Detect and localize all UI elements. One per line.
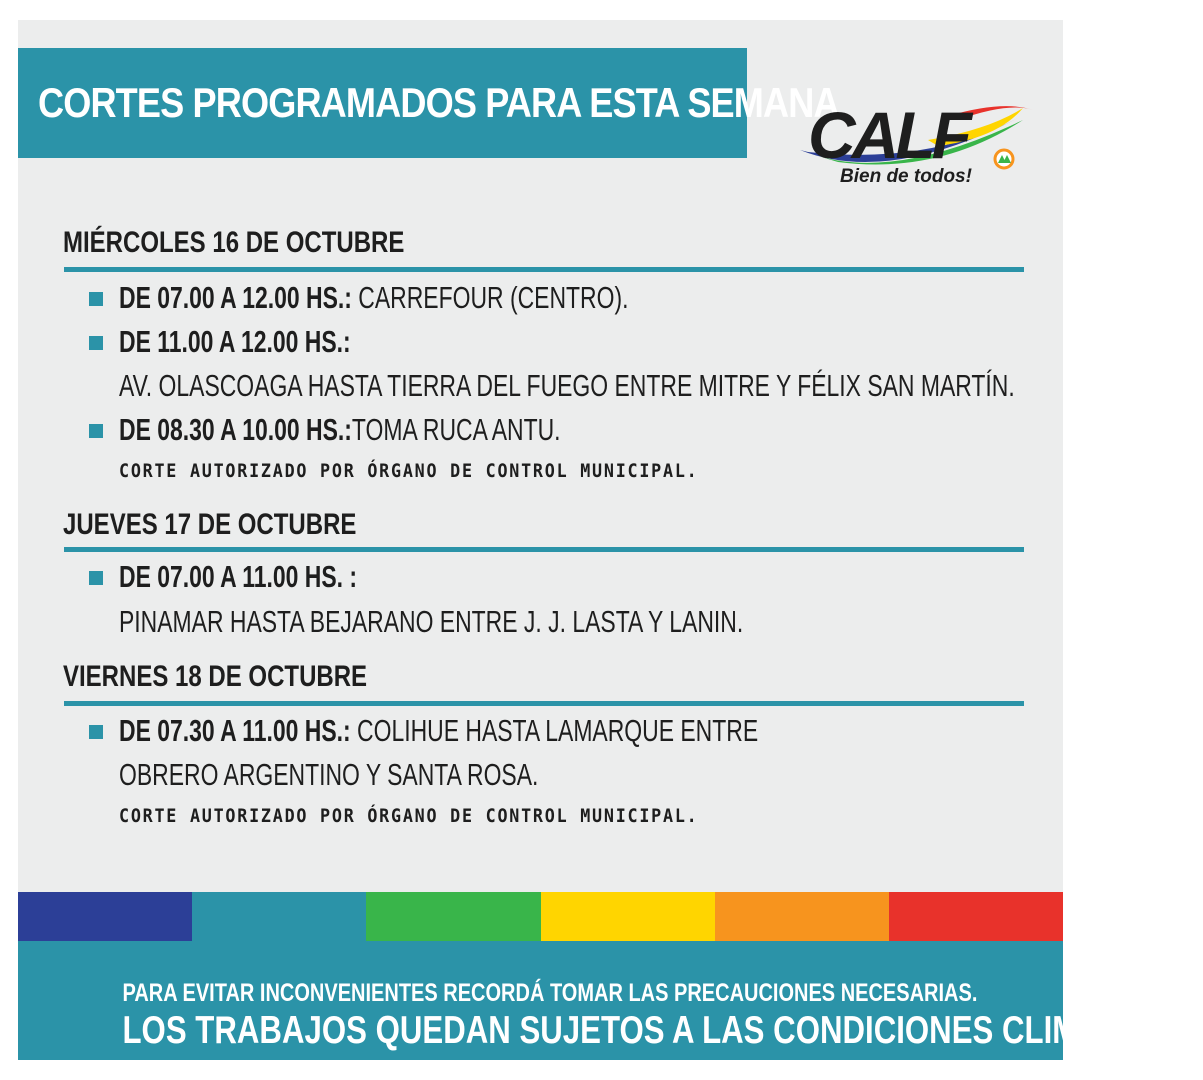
stripe [715, 892, 889, 941]
schedule-item [119, 559, 357, 595]
divider [64, 701, 1024, 706]
location-text: TOMA RUCA ANTU. [351, 412, 561, 447]
bullet-icon [89, 424, 103, 438]
day-title: JUEVES 17 DE OCTUBRE [63, 508, 357, 541]
location-text: COLIHUE HASTA LAMARQUE ENTRE [350, 713, 759, 748]
stripe [889, 892, 1063, 941]
color-stripes [18, 892, 1063, 941]
calf-logo-text: CALF [808, 98, 968, 172]
schedule-item [119, 713, 758, 749]
logo-tagline: Bien de todos! [840, 166, 972, 187]
time-range: DE 07.00 A 11.00 HS. : [119, 559, 358, 594]
location-text: CARREFOUR (CENTRO). [351, 280, 629, 315]
location-text: OBRERO ARGENTINO Y SANTA ROSA. [119, 757, 539, 792]
authorization-note: CORTE AUTORIZADO POR ÓRGANO DE CONTROL MUNICIPAL. [119, 460, 699, 482]
bullet-icon [89, 336, 103, 350]
footer-line-2: LOS TRABAJOS QUEDAN SUJETOS A LAS CONDICIONES CLIMÁTICAS. [122, 1009, 1203, 1052]
time-range: DE 08.30 A 10.00 HS.: [119, 412, 352, 447]
title-banner [18, 48, 839, 158]
location-text: PINAMAR HASTA BEJARANO ENTRE J. J. LASTA Y LANIN. [119, 604, 744, 639]
time-range: DE 11.00 A 12.00 HS.: [119, 324, 351, 359]
divider [64, 547, 1024, 552]
stripe [541, 892, 715, 941]
divider [64, 267, 1024, 272]
day-title: MIÉRCOLES 16 DE OCTUBRE [63, 226, 405, 259]
schedule-item [119, 324, 351, 360]
stripe [18, 892, 192, 941]
page-title: CORTES PROGRAMADOS PARA ESTA SEMANA [38, 79, 839, 126]
stripe [192, 892, 366, 941]
footer-line-1: PARA EVITAR INCONVENIENTES RECORDÁ TOMAR LAS PRECAUCIONES NECESARIAS. [122, 979, 978, 1007]
bullet-icon [89, 725, 103, 739]
authorization-note: CORTE AUTORIZADO POR ÓRGANO DE CONTROL MUNICIPAL. [119, 805, 699, 827]
announcement-card [18, 20, 1203, 1060]
time-range: DE 07.00 A 12.00 HS.: [119, 280, 352, 315]
location-text: AV. OLASCOAGA HASTA TIERRA DEL FUEGO ENTRE MITRE Y FÉLIX SAN MARTÍN. [119, 368, 1015, 403]
time-range: DE 07.30 A 11.00 HS.: [119, 713, 351, 748]
schedule-item [119, 412, 561, 448]
footer-banner [18, 941, 1203, 1060]
bullet-icon [89, 292, 103, 306]
bullet-icon [89, 571, 103, 585]
stripe [366, 892, 540, 941]
day-title: VIERNES 18 DE OCTUBRE [63, 660, 368, 693]
schedule-item [119, 280, 628, 316]
